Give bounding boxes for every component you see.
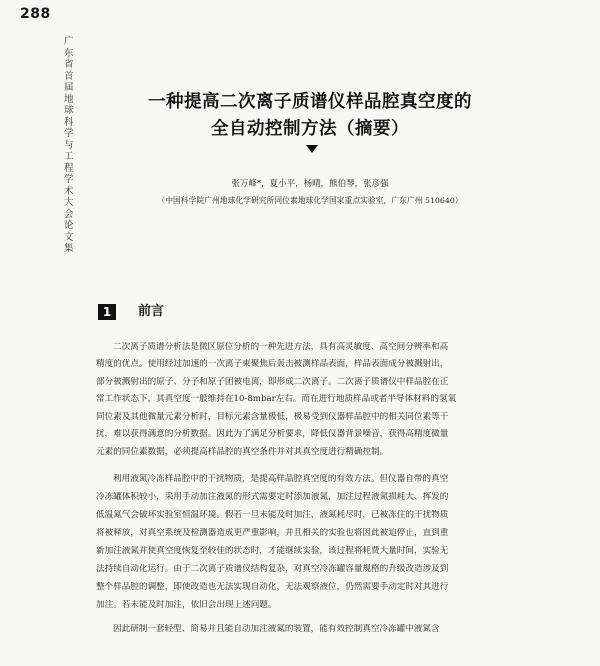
body-line: 二次离子质谱分析法是微区原位分析的一种先进方法，具有高灵敏度、高空间分辨率和高	[113, 342, 449, 352]
authors: 张万峰*，夏小平，杨晴，熊伯琴，张彦强	[231, 179, 389, 189]
body-line: 法持续自动化运行。由于二次离子质谱仪结构复杂，对真空冷冻罐容量规格的升级改造涉及到	[96, 564, 449, 574]
body-line: 同位素及其他微量元素分析时，目标元素含量极低，极易受到仪器样品腔中的相关同位素等干	[96, 412, 449, 422]
section-number: 1	[98, 304, 116, 320]
section-title: 前言	[138, 304, 165, 319]
page-number: 288	[20, 6, 51, 22]
title-line-2: 全自动控制方法（摘要）	[211, 119, 409, 139]
body-line: 新加注液氮并使真空度恢复至较佳的状态时，才能继续实验，该过程将耗费大量时间，实验无	[96, 546, 449, 556]
body-line: 利用液氮冷冻样品腔中的干扰物质，是提高样品腔真空度的有效方法。但仪器自带的真空	[113, 474, 449, 484]
body-line: 元素的同位素数据，必须提高样品腔的真空条件并对其真空度进行精确控制。	[96, 447, 389, 457]
body-line: 精度的优点。使用经过加速的一次离子束聚焦后轰击被测样品表面，样品表面成分被溅射出，	[96, 359, 449, 369]
body-line: 加注。若未能及时加注，依旧会出现上述问题。	[96, 600, 277, 610]
affiliation: （中国科学院广州地球化学研究所同位素地球化学国家重点实验室，广东广州 510640）	[157, 196, 463, 205]
body-line: 因此研制一套轻型、简易并且能自动加注液氮的装置，能有效控制真空冷冻罐中液氮含	[113, 624, 440, 634]
body-line: 将被释放，对真空系统及检测器造成更严重影响，并且相关的实验也将因此被迫停止，直到重	[96, 528, 449, 538]
body-line: 整个样品腔的调整，即使改造也无法实现自动化，无法观察液位，仍然需要手动定时对其进行	[96, 582, 449, 592]
body-line: 低温氮气会破坏实验室恒温环境。假若一旦未能及时加注，液氮耗尽时，已被冻住的干扰物质	[96, 510, 449, 520]
triangle-marker-icon	[306, 145, 318, 153]
body-line: 冷冻罐体积较小，采用手动加注液氮的形式需要定时添加液氮，加注过程液氮损耗大、挥发的	[96, 492, 449, 502]
body-line: 常工作状态下，其真空度一般维持在10-8mbar左右。而在进行地质样品或者半导体材料的氢氧	[96, 394, 457, 404]
body-line: 扰，难以获得满意的分析数据。因此为了满足分析要求，降低仪器背景噪音，获得高精度微量	[96, 429, 449, 439]
body-line: 部分被溅射出的原子、分子和原子团被电离，即形成二次离子。二次离子质谱仪中样品腔在正	[96, 377, 449, 387]
running-header: 广东省首届地球科学与工程学术大会论文集	[64, 36, 74, 254]
title-line-1: 一种提高二次离子质谱仪样品腔真空度的	[148, 92, 472, 112]
